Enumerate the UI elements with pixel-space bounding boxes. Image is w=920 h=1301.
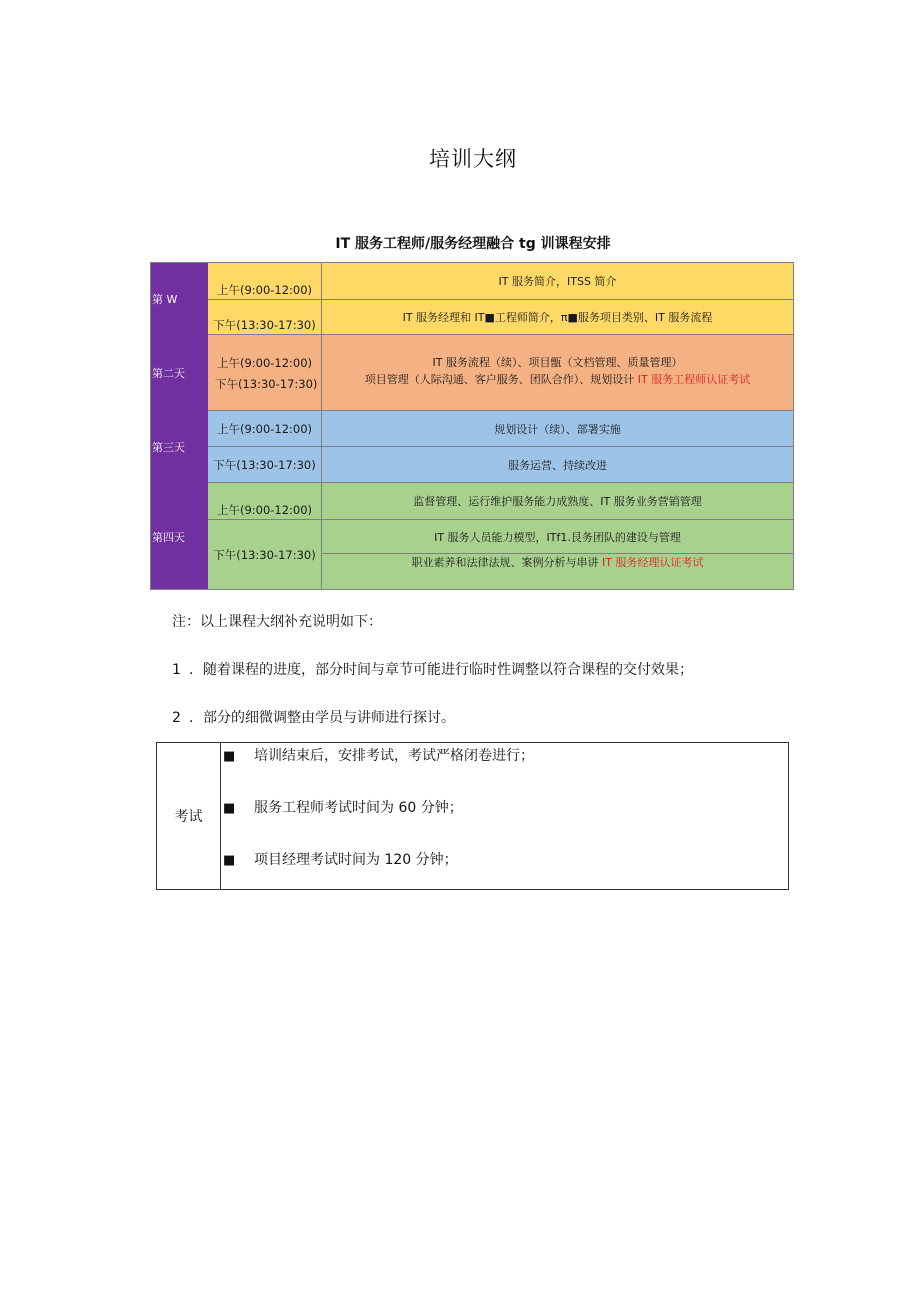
exam-item-3	[223, 849, 458, 869]
square-bullet-icon: ■	[223, 853, 236, 868]
schedule-table	[0, 0, 920, 600]
exam-item-3-text: 项目经理考试时间为 120 分钟；	[254, 852, 458, 868]
note-item-1	[172, 659, 693, 679]
day-2-am-content: IT 服务流程（续）、项目甑（文档管理、质量管理）	[432, 356, 683, 369]
exam-item-1-text: 培训结束后，安排考试，考试严格闭卷进行；	[254, 748, 534, 764]
day-4-pm-content-a: IT 服务人员能力模型，ITf1.艮务团队的建设与管理	[322, 520, 794, 554]
note-item-2-text: ．部分的细微调整由学员与讲师进行探讨。	[189, 710, 455, 726]
day-3-pm-time: 下午(13:30-17:30)	[208, 447, 322, 483]
day-1-am-time: 上午(9:00-12:00)	[208, 262, 322, 300]
day-3-label: 第三天	[150, 411, 208, 483]
table-title: IT 服务工程师/服务经理融合 tg 训课程安排	[335, 236, 611, 252]
day-4-label: 第四天	[150, 483, 208, 590]
day-4-pm-content-b-text: 职业素养和法律法规、案例分析与串讲	[411, 556, 603, 569]
day-1-pm-time: 下午(13:30-17:30)	[208, 300, 322, 335]
day-2-pm-time-cell	[208, 372, 322, 411]
square-bullet-icon: ■	[223, 749, 236, 764]
day-2-pm-content-text: 项目管理（人际沟通、客户服务、团队合作）、规划设计	[364, 373, 638, 386]
day-1-am-content: IT 服务简介，ITSS 简介	[322, 262, 794, 300]
day-2-content-cell	[322, 335, 794, 411]
day-4-pm-content-b	[322, 554, 793, 570]
day-4-am-time: 上午(9:00-12:00)	[208, 483, 322, 520]
day-1-label: 第 W	[150, 262, 208, 335]
day-3-am-time: 上午(9:00-12:00)	[208, 411, 322, 447]
note-item-2-number: 2	[172, 710, 181, 726]
note-item-1-number: 1	[172, 662, 181, 678]
day-4-am-content: 监督管理、运行维护服务能力成熟度、IT 服务业务营销管理	[322, 483, 794, 520]
day-1-pm-content: IT 服务经理和 IT■工程师简介，π■服务项目类别、IT 服务流程	[322, 300, 794, 335]
day-4-pm-content-b-cell	[322, 554, 794, 590]
day-3-pm-content: 服务运营、持续改进	[322, 447, 794, 483]
engineer-exam-label: IT 服务工程师认证考试	[637, 373, 751, 386]
exam-box	[156, 742, 789, 890]
exam-label: 考试	[157, 743, 221, 889]
day-4-pm-time: 下午(13:30-17:30)	[208, 520, 322, 590]
day-2-am-time: 上午(9:00-12:00)	[208, 335, 322, 372]
day-2-pm-content	[322, 371, 793, 387]
exam-item-1	[223, 745, 534, 765]
notes-intro: 注：以上课程大纲补充说明如下：	[172, 614, 382, 630]
note-item-2	[172, 707, 455, 727]
exam-item-2-text: 服务工程师考试时间为 60 分钟；	[254, 800, 463, 816]
square-bullet-icon: ■	[223, 801, 236, 816]
day-3-am-content: 规划设计（续）、部署实施	[322, 411, 794, 447]
manager-exam-label: IT 服务经理认证考试	[602, 556, 704, 569]
note-item-1-text: ．随着课程的进度，部分时间与章节可能进行临时性调整以符合课程的交付效果；	[189, 662, 693, 678]
exam-item-2	[223, 797, 463, 817]
day-2-label: 第二天	[150, 335, 208, 411]
page-title: 培训大纲	[429, 147, 517, 171]
day-2-pm-time: 下午(13:30-17:30)	[215, 377, 318, 391]
